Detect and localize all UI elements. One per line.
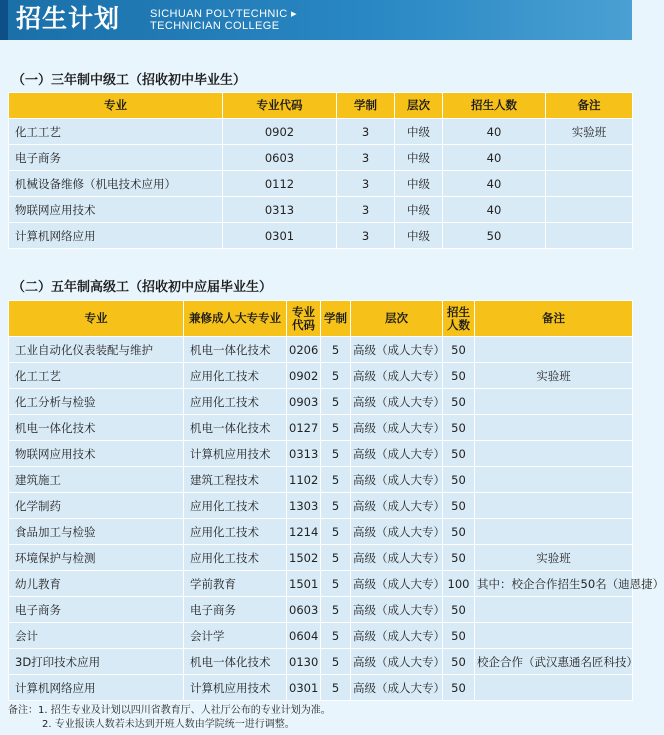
table-cell: 0903 <box>287 389 321 415</box>
column-header: 备注 <box>546 93 633 119</box>
table-cell: 3 <box>337 197 395 223</box>
table-cell: 0206 <box>287 337 321 363</box>
table-cell <box>475 623 633 649</box>
table-header-row <box>9 301 633 337</box>
table-cell <box>475 519 633 545</box>
table-cell: 5 <box>321 363 351 389</box>
table-row <box>9 415 633 441</box>
table-row <box>9 119 633 145</box>
footnotes <box>8 704 331 732</box>
table-header-row <box>9 93 633 119</box>
table-cell: 50 <box>443 467 475 493</box>
table-cell <box>475 493 633 519</box>
table-cell: 5 <box>321 337 351 363</box>
table-cell: 应用化工技术 <box>184 545 287 571</box>
table-cell: 电子商务 <box>9 597 184 623</box>
table-cell: 电子商务 <box>9 145 223 171</box>
table-row <box>9 441 633 467</box>
section1-title: （一）三年制中级工（招收初中毕业生） <box>12 73 247 88</box>
table-cell <box>546 171 633 197</box>
table-cell: 食品加工与检验 <box>9 519 184 545</box>
table-cell: 0902 <box>287 363 321 389</box>
table-cell: 0112 <box>223 171 337 197</box>
table-cell <box>475 415 633 441</box>
table-cell: 50 <box>443 545 475 571</box>
page-header <box>0 0 632 40</box>
table-cell <box>546 223 633 249</box>
column-header: 层次 <box>351 301 443 337</box>
table-cell: 物联网应用技术 <box>9 441 184 467</box>
table-cell: 应用化工技术 <box>184 389 287 415</box>
table-cell: 1303 <box>287 493 321 519</box>
table-cell: 1502 <box>287 545 321 571</box>
table-cell: 会计学 <box>184 623 287 649</box>
table-cell: 建筑工程技术 <box>184 467 287 493</box>
table-cell: 高级（成人大专） <box>351 597 443 623</box>
table-cell: 化工分析与检验 <box>9 389 184 415</box>
table-cell: 3D打印技术应用 <box>9 649 184 675</box>
column-header: 层次 <box>395 93 443 119</box>
table-cell: 50 <box>443 441 475 467</box>
table-row <box>9 171 633 197</box>
table-cell: 高级（成人大专） <box>351 519 443 545</box>
table-cell: 5 <box>321 675 351 701</box>
college-name-line2: TECHNICIAN COLLEGE <box>150 20 280 32</box>
table-cell: 物联网应用技术 <box>9 197 223 223</box>
table-cell: 0603 <box>287 597 321 623</box>
table-cell: 化学制药 <box>9 493 184 519</box>
table-cell: 40 <box>443 171 546 197</box>
table-cell: 环境保护与检测 <box>9 545 184 571</box>
table-cell <box>475 467 633 493</box>
table-cell: 5 <box>321 649 351 675</box>
table-cell: 计算机网络应用 <box>9 675 184 701</box>
table-cell: 5 <box>321 571 351 597</box>
table-cell: 中级 <box>395 119 443 145</box>
table-cell <box>475 337 633 363</box>
table-cell: 高级（成人大专） <box>351 545 443 571</box>
table-cell: 0301 <box>287 675 321 701</box>
table-cell: 0301 <box>223 223 337 249</box>
table-cell: 高级（成人大专） <box>351 623 443 649</box>
table-cell: 50 <box>443 519 475 545</box>
table-cell: 中级 <box>395 171 443 197</box>
table-cell: 中级 <box>395 197 443 223</box>
column-header: 招生人数 <box>443 301 475 337</box>
table-cell: 高级（成人大专） <box>351 571 443 597</box>
table-cell <box>475 441 633 467</box>
three-year-plan-table <box>8 92 633 249</box>
table-cell: 建筑施工 <box>9 467 184 493</box>
table-cell: 计算机应用技术 <box>184 441 287 467</box>
table-cell: 0603 <box>223 145 337 171</box>
table-cell: 会计 <box>9 623 184 649</box>
table-row <box>9 467 633 493</box>
table-cell: 50 <box>443 493 475 519</box>
table-cell: 0130 <box>287 649 321 675</box>
section2-title: （二）五年制高级工（招收初中应届毕业生） <box>12 280 273 295</box>
table-cell: 实验班 <box>475 363 633 389</box>
table-cell: 幼儿教育 <box>9 571 184 597</box>
table-cell: 高级（成人大专） <box>351 493 443 519</box>
table-cell: 1214 <box>287 519 321 545</box>
table-cell: 5 <box>321 493 351 519</box>
table-cell: 化工工艺 <box>9 363 184 389</box>
table-cell: 5 <box>321 519 351 545</box>
table-cell: 高级（成人大专） <box>351 675 443 701</box>
table-cell: 中级 <box>395 223 443 249</box>
table-cell: 50 <box>443 623 475 649</box>
table-cell: 高级（成人大专） <box>351 467 443 493</box>
column-header: 招生人数 <box>443 93 546 119</box>
table-cell: 3 <box>337 145 395 171</box>
table-cell: 5 <box>321 389 351 415</box>
table-row <box>9 675 633 701</box>
table-cell: 50 <box>443 363 475 389</box>
table-cell: 40 <box>443 197 546 223</box>
column-header: 专业代码 <box>223 93 337 119</box>
footnote-2: 2. 专业报读人数若未达到开班人数由学院统一进行调整。 <box>42 719 295 730</box>
table-cell: 5 <box>321 441 351 467</box>
table-cell: 工业自动化仪表装配与维护 <box>9 337 184 363</box>
table-cell: 学前教育 <box>184 571 287 597</box>
column-header: 学制 <box>337 93 395 119</box>
table-cell: 5 <box>321 467 351 493</box>
table-row <box>9 337 633 363</box>
table-cell: 高级（成人大专） <box>351 441 443 467</box>
table-cell <box>475 675 633 701</box>
column-header: 专业代码 <box>287 301 321 337</box>
table-row <box>9 519 633 545</box>
table-cell: 应用化工技术 <box>184 363 287 389</box>
table-cell: 机电一体化技术 <box>184 415 287 441</box>
table-cell: 化工工艺 <box>9 119 223 145</box>
table-cell: 高级（成人大专） <box>351 389 443 415</box>
table-row <box>9 363 633 389</box>
table-row <box>9 597 633 623</box>
table-cell: 50 <box>443 415 475 441</box>
table-cell: 100 <box>443 571 475 597</box>
table-cell: 应用化工技术 <box>184 493 287 519</box>
table-cell: 3 <box>337 171 395 197</box>
table-row <box>9 623 633 649</box>
table-cell: 5 <box>321 597 351 623</box>
page-title: 招生计划 <box>16 4 121 33</box>
table-cell: 50 <box>443 597 475 623</box>
table-cell: 机电一体化技术 <box>184 337 287 363</box>
table-row <box>9 389 633 415</box>
table-cell: 3 <box>337 223 395 249</box>
table-cell: 实验班 <box>546 119 633 145</box>
table-cell: 0313 <box>287 441 321 467</box>
table-cell: 计算机网络应用 <box>9 223 223 249</box>
table-cell: 0902 <box>223 119 337 145</box>
table-row <box>9 649 633 675</box>
table-row <box>9 197 633 223</box>
header-accent-bar <box>0 0 8 40</box>
table-cell: 机电一体化技术 <box>9 415 184 441</box>
table-cell: 50 <box>443 649 475 675</box>
five-year-plan-table <box>8 300 664 701</box>
table-cell: 实验班 <box>475 545 633 571</box>
table-cell: 高级（成人大专） <box>351 363 443 389</box>
table-cell: 高级（成人大专） <box>351 415 443 441</box>
table-cell: 50 <box>443 675 475 701</box>
table-cell: 校企合作（武汉惠通名匠科技） <box>475 649 633 675</box>
table-cell: 中级 <box>395 145 443 171</box>
table-cell: 0604 <box>287 623 321 649</box>
table-cell: 0127 <box>287 415 321 441</box>
table-cell: 机械设备维修（机电技术应用） <box>9 171 223 197</box>
table-cell: 40 <box>443 119 546 145</box>
table-row <box>9 493 633 519</box>
column-header: 专业 <box>9 301 184 337</box>
column-header: 学制 <box>321 301 351 337</box>
college-name-line1: SICHUAN POLYTECHNIC ▸ <box>150 8 297 20</box>
table-cell: 0313 <box>223 197 337 223</box>
table-cell <box>475 389 633 415</box>
table-cell: 高级（成人大专） <box>351 649 443 675</box>
table-cell: 计算机应用技术 <box>184 675 287 701</box>
table-cell: 5 <box>321 415 351 441</box>
table-cell <box>546 145 633 171</box>
table-cell: 50 <box>443 223 546 249</box>
table-cell <box>475 597 633 623</box>
table-row <box>9 545 633 571</box>
table-cell <box>546 197 633 223</box>
table-cell: 机电一体化技术 <box>184 649 287 675</box>
table-cell: 应用化工技术 <box>184 519 287 545</box>
table-row <box>9 145 633 171</box>
table-cell: 50 <box>443 389 475 415</box>
table-cell: 1102 <box>287 467 321 493</box>
college-name <box>150 8 297 32</box>
table-cell: 5 <box>321 545 351 571</box>
table-row <box>9 571 633 597</box>
column-header: 备注 <box>475 301 633 337</box>
column-header: 兼修成人大专专业 <box>184 301 287 337</box>
column-header: 专业 <box>9 93 223 119</box>
table-cell: 3 <box>337 119 395 145</box>
table-row <box>9 223 633 249</box>
table-cell: 5 <box>321 623 351 649</box>
table-cell: 1501 <box>287 571 321 597</box>
table-cell: 40 <box>443 145 546 171</box>
table-cell: 其中：校企合作招生50名（迪恩捷） <box>475 571 633 597</box>
table-cell: 高级（成人大专） <box>351 337 443 363</box>
footnote-1: 备注：1. 招生专业及计划以四川省教育厅、人社厅公布的专业计划为准。 <box>8 705 331 716</box>
table-cell: 50 <box>443 337 475 363</box>
table-cell: 电子商务 <box>184 597 287 623</box>
